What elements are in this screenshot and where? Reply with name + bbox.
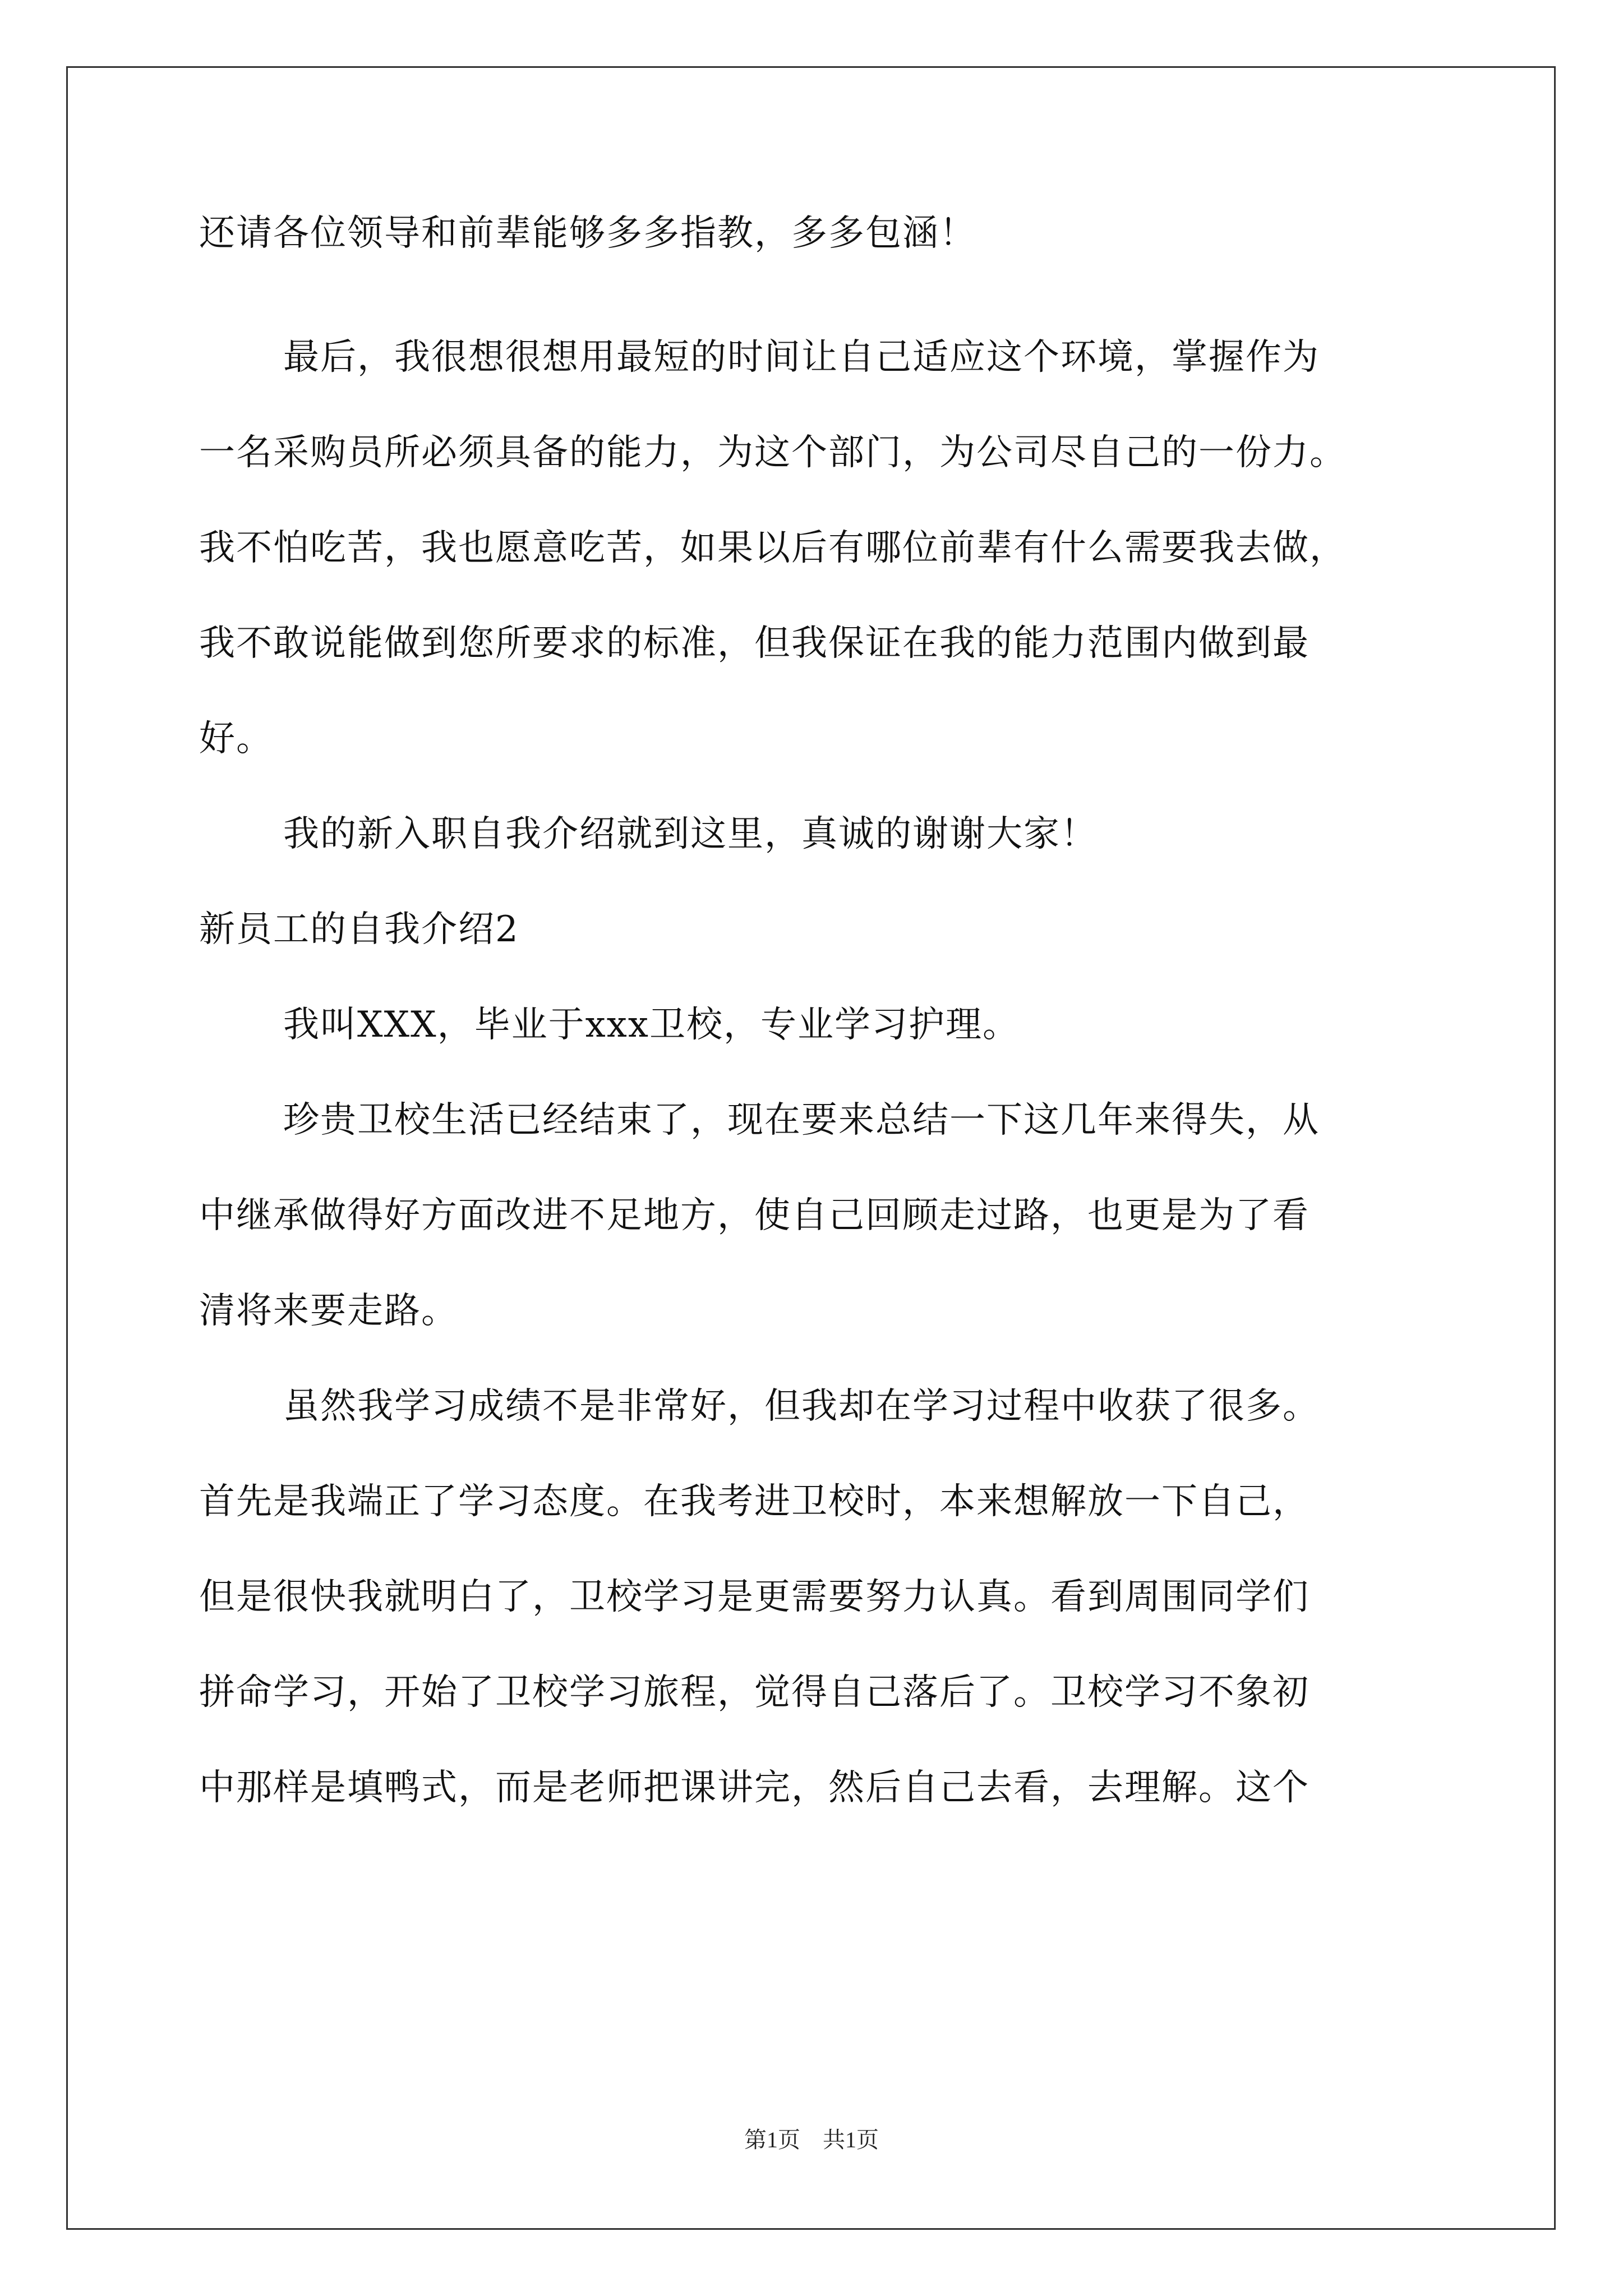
text-line: 中那样是填鸭式，而是老师把课讲完，然后自己去看，去理解。这个 [199, 1767, 1310, 1809]
section-heading: 新员工的自我介绍2 [199, 909, 519, 950]
text-line: 珍贵卫校生活已经结束了，现在要来总结一下这几年来得失，从 [283, 1099, 1320, 1141]
text-line: 但是很快我就明白了，卫校学习是更需要努力认真。看到周围同学们 [199, 1576, 1310, 1618]
text-line: 首先是我端正了学习态度。在我考进卫校时，本来想解放一下自己， [199, 1481, 1310, 1522]
text-line: 中继承做得好方面改进不足地方，使自己回顾走过路，也更是为了看 [199, 1195, 1310, 1236]
text-line: 清将来要走路。 [199, 1290, 458, 1332]
text-line: 拼命学习，开始了卫校学习旅程，觉得自己落后了。卫校学习不象初 [199, 1672, 1310, 1713]
text-line: 我不敢说能做到您所要求的标准，但我保证在我的能力范围内做到最 [199, 623, 1310, 664]
page-number-footer: 第1页 共1页 [744, 2127, 879, 2152]
text-line: 还请各位领导和前辈能够多多指教，多多包涵！ [199, 213, 976, 254]
text-line: 一名采购员所必须具备的能力，为这个部门，为公司尽自己的一份力。 [199, 432, 1347, 473]
text-line: 我的新入职自我介绍就到这里，真诚的谢谢大家！ [283, 813, 1098, 855]
text-line: 虽然我学习成绩不是非常好，但我却在学习过程中收获了很多。 [283, 1386, 1320, 1427]
text-line: 最后，我很想很想用最短的时间让自己适应这个环境，掌握作为 [283, 337, 1320, 378]
text-line: 好。 [199, 718, 273, 760]
page-border [66, 66, 1556, 2230]
text-line: 我叫XXX，毕业于xxx卫校，专业学习护理。 [283, 1004, 1020, 1046]
text-line: 我不怕吃苦，我也愿意吃苦，如果以后有哪位前辈有什么需要我去做， [199, 527, 1347, 569]
